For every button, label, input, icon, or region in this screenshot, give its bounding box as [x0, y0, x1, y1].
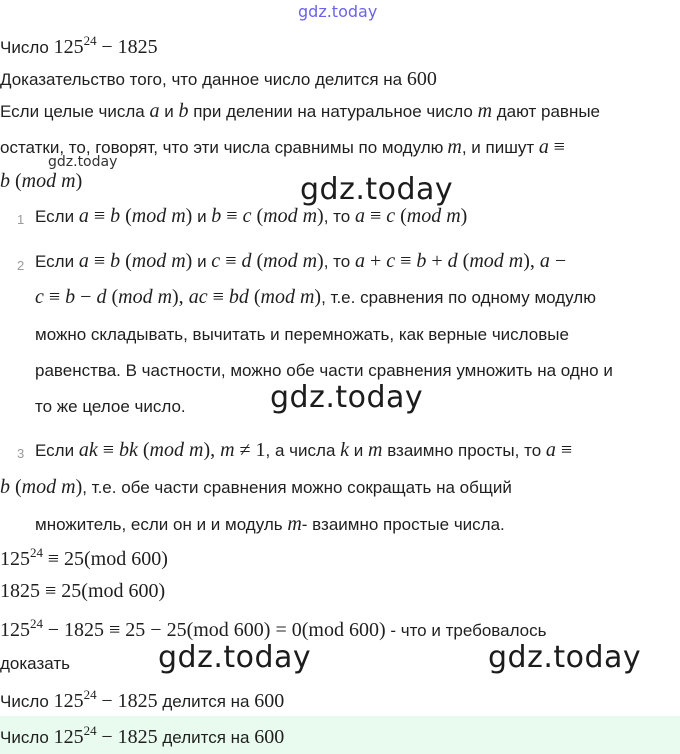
item-text: множитель, если он и и модуль [35, 515, 283, 534]
list-number: 2 [17, 258, 25, 273]
list-item-cont: множитель, если он и и модуль m- взаимно простые числа. [35, 513, 505, 535]
proof-title-text: Доказательство того, что данное число делится на [0, 70, 403, 89]
list-item-cont [35, 397, 186, 417]
watermark-large: gdz.today [488, 640, 642, 675]
conclusion-text: Число [0, 692, 49, 711]
expr-rest: − 1825 [101, 36, 158, 58]
answer-text [0, 723, 284, 749]
list-number: 3 [17, 446, 25, 461]
list-item: Если a ≡ b (mod m) и b ≡ c (mod m), то a ≡ c (mod m) [35, 205, 468, 227]
list-item-cont [35, 325, 569, 345]
item-text: взаимно просты, то [387, 441, 542, 460]
congruence-text: 1825 ≡ 25(mod 600) [0, 580, 166, 602]
answer-box [0, 716, 680, 754]
item-text: , т.е. обе части сравнения можно сокращать на общий [82, 478, 512, 497]
expr-exp: 24 [83, 687, 97, 702]
item-text: и [353, 441, 364, 460]
label-chislo: Число [0, 38, 49, 57]
watermark-small: gdz.today [48, 154, 118, 170]
item-text: , т.е. сравнения по одному модулю [321, 288, 596, 307]
intro-text: остатки, то, говорят, что эти числа сравнимы по модулю [0, 138, 444, 157]
intro-line-2: остатки, то, говорят, что эти числа сравнимы по модулю m, и пишут a ≡ [0, 136, 565, 158]
watermark-top: gdz.today [298, 2, 378, 21]
list-item-cont: b (mod m), т.е. обе части сравнения можно сокращать на общий [0, 476, 512, 498]
expr-base: 125 [53, 36, 84, 58]
item-text: Если [35, 252, 75, 271]
expr-exp: 24 [83, 33, 97, 48]
answer-expr: − 1825 [101, 726, 158, 748]
answer-label: Число [0, 728, 49, 747]
conclusion-n: 600 [254, 690, 285, 712]
expr-exp: 24 [83, 723, 97, 738]
expr-base: 125 [0, 619, 30, 641]
item-text: , а числа [265, 441, 336, 460]
proof-title-n: 600 [406, 68, 437, 90]
item-text: - взаимно простые числа. [301, 515, 505, 534]
list-item-cont: c ≡ b − d (mod m), ac ≡ bd (mod m), т.е. сравнения по одному модулю [35, 286, 596, 308]
congruence-text: ≡ 25(mod 600) [47, 548, 168, 570]
item-text: Если [35, 441, 75, 460]
intro-text: , и пишут [461, 138, 535, 157]
item-text: , то [323, 252, 351, 271]
intro-line-3 [0, 170, 82, 193]
watermark-large: gdz.today [270, 380, 424, 415]
congruence-note: доказать [0, 654, 70, 673]
item-text: то же целое число. [35, 397, 186, 416]
congruence-1 [0, 545, 168, 571]
list-item: Если a ≡ b (mod m) и c ≡ d (mod m), то a + c ≡ b + d (mod m), a − [35, 250, 567, 272]
answer-n: 600 [254, 726, 285, 748]
item-text: , то [323, 207, 351, 226]
problem-statement [0, 33, 158, 59]
intro-line-1: Если целые числа a и b при делении на натуральное число m дают равные [0, 100, 601, 122]
item-text: равенства. В частности, можно обе части сравнения умножить на одно и [35, 361, 613, 380]
conclusion-expr: − 1825 [101, 690, 158, 712]
item-text: и [197, 252, 207, 271]
expr-base: 125 [53, 726, 84, 748]
congruence-2 [0, 580, 165, 603]
expr-base: 125 [53, 690, 84, 712]
item-text: можно складывать, вычитать и перемножать, как верные числовые [35, 325, 569, 344]
conclusion [0, 687, 284, 713]
congruence-note: - что и требовалось [390, 621, 547, 640]
expr-exp: 24 [30, 616, 43, 631]
expr-exp: 24 [30, 545, 43, 560]
item-text: и [197, 207, 207, 226]
answer-label: делится на [162, 728, 250, 747]
list-number: 1 [17, 212, 25, 227]
intro-and: и [164, 102, 174, 121]
conclusion-text: делится на [162, 692, 250, 711]
expr-base: 125 [0, 548, 30, 570]
congruence-3 [0, 616, 547, 642]
congruence-3-cont [0, 654, 70, 674]
item-text: Если [35, 207, 75, 226]
list-item: Если ak ≡ bk (mod m), m ≠ 1, а числа k и m взаимно просты, то a ≡ [35, 439, 573, 461]
watermark-large: gdz.today [158, 640, 312, 675]
intro-text: Если целые числа [0, 102, 145, 121]
intro-text: при делении на натуральное число [193, 102, 473, 121]
intro-mod-expr: b (mod m) [0, 170, 83, 192]
intro-text: дают равные [496, 102, 601, 121]
list-item-cont [35, 361, 613, 381]
proof-title [0, 68, 437, 91]
watermark-large: gdz.today [300, 172, 454, 207]
congruence-text: − 1825 ≡ 25 − 25(mod 600) = 0(mod 600) [47, 619, 386, 641]
